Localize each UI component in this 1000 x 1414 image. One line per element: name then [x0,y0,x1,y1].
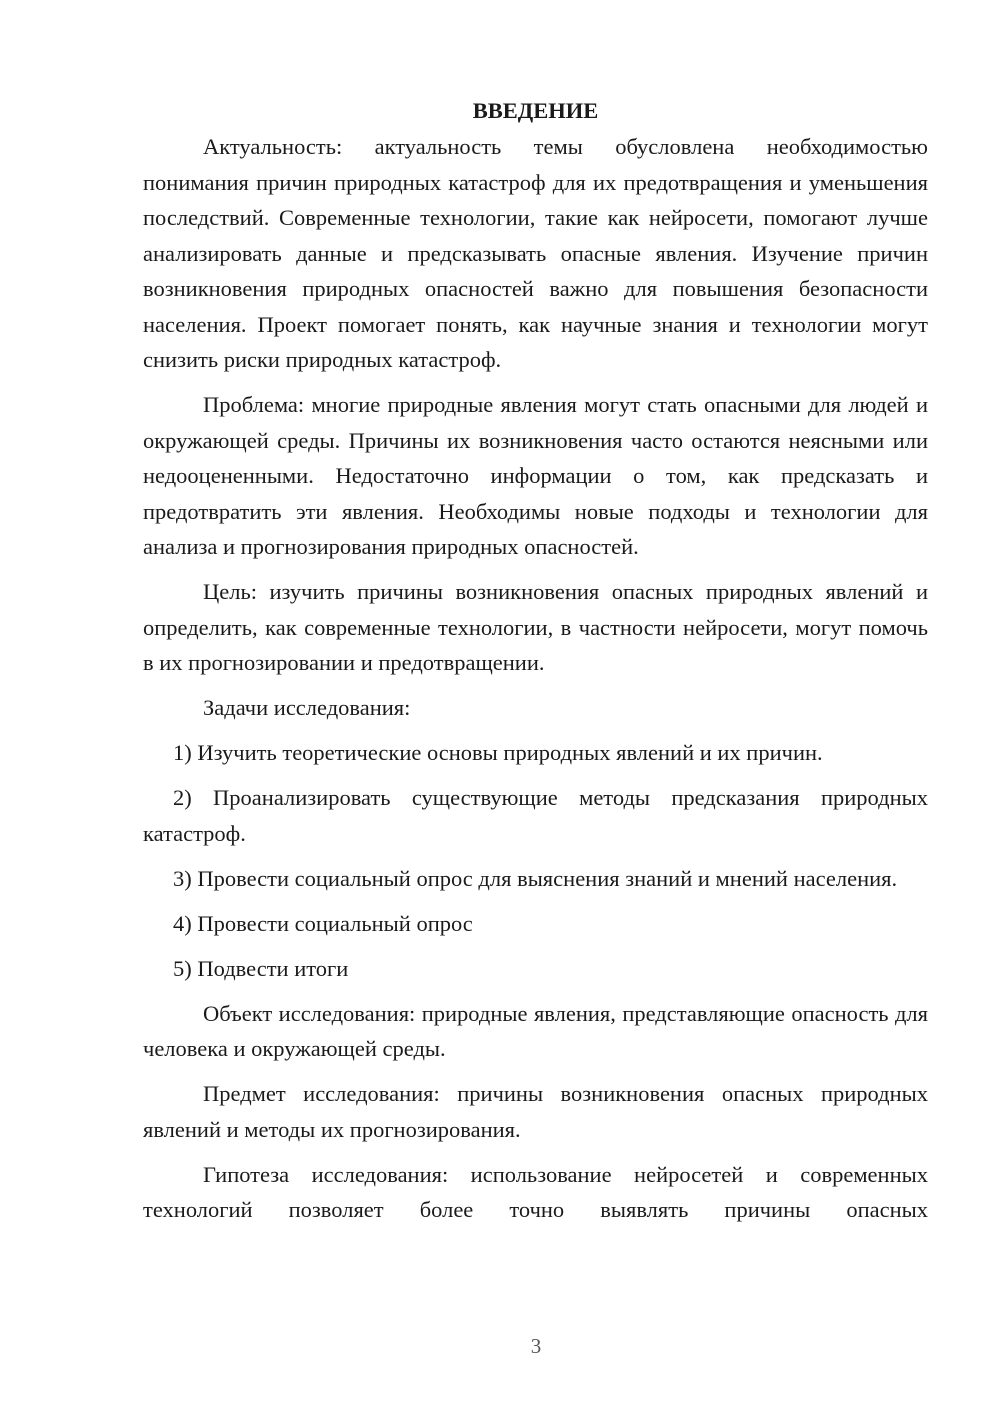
task-item-3: 3) Провести социальный опрос для выяснения знаний и мнений населения. [173,865,898,891]
tasks-heading: Задачи исследования: [203,695,411,720]
paragraph-object: Объект исследования: природные явления, представляющие опасность для человека и окружающей среды. [143,1000,928,1061]
task-item-1: 1) Изучить теоретические основы природных явлений и их причин. [173,740,823,765]
paragraph-subject: Предмет исследования: причины возникновения опасных природных явлений и методы их прогнозирования. [143,1081,928,1142]
task-item-4: 4) Провести социальный опрос [173,910,473,936]
document-page [143,93,928,1237]
task-item-5: 5) Подвести итоги [173,955,349,981]
section-title: ВВЕДЕНИЕ [472,98,599,123]
paragraph-hypothesis: Гипотеза исследования: использование нейросетей и современных технологий позволяет более точно выявлять причины опасных [143,1161,928,1222]
paragraph-relevance: Актуальность: актуальность темы обусловлена необходимостью понимания причин природных катастроф для их предотвращения и уменьшения последствий. Современные технологии, такие как нейросети, помогают лучше анализировать данные и предсказывать опасные явления. Изучение причин возникновения природных опасностей важно для повышения безопасности населения. Проект помогает понять, как научные знания и технологии могут снизить риски природных катастроф. [143,134,928,372]
task-item-2: 2) Проанализировать существующие методы предсказания природных катастроф. [143,785,928,846]
paragraph-goal: Цель: изучить причины возникновения опасных природных явлений и определить, как современные технологии, в частности нейросети, могут помочь в их прогнозировании и предотвращении. [143,579,928,675]
page-number: 3 [530,1334,542,1358]
paragraph-problem: Проблема: многие природные явления могут стать опасными для людей и окружающей среды. Причины их возникновения часто остаются неясными или недооцененными. Недостаточно информации о том, как предсказать и предотвратить эти явления. Необходимы новые подходы и технологии для анализа и прогнозирования природных опасностей. [143,392,928,559]
